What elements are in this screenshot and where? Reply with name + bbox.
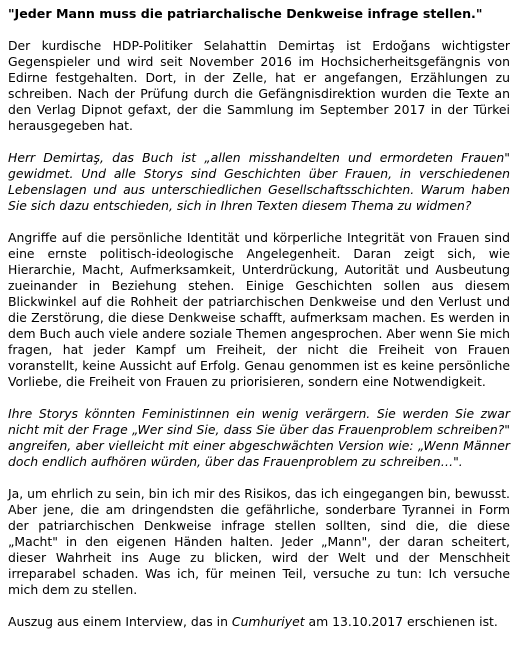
interview-question-2: Ihre Storys könnten Feministinnen ein wenig verärgern. Sie werden Sie zwar nicht mit der Frage „Wer sind Sie, dass Sie über das Frauenproblem schreiben?" angreifen, aber vielleicht mit einer abgeschwächten Version wie: „Wenn Männer doch endlich aufhören würden, über das Frauenproblem zu schreiben…". — [8, 406, 510, 469]
source-publication-name: Cumhuriyet — [231, 614, 305, 629]
intro-paragraph: Der kurdische HDP-Politiker Selahattin Demirtaş ist Erdoğans wichtigster Gegenspieler und wird seit November 2016 im Hochsicherheitsgefängnis von Edirne festgehalten. Dort, in der Zelle, hat er angefangen, Erzählungen zu schreiben. Nach der Prüfung durch die Gefängnisdirektion wurden die Texte an den Verlag Dipnot gefaxt, der die Sammlung im September 2017 in der Türkei herausgegeben hat. — [8, 38, 510, 133]
document-title: "Jeder Mann muss die patriarchalische Denkweise infrage stellen." — [8, 6, 483, 21]
interview-answer-2: Ja, um ehrlich zu sein, bin ich mir des Risikos, das ich eingegangen bin, bewusst. Aber jene, die am dringendsten die gefährliche, sonderbare Tyrannei in Form der patriarchischen Denkweise infrage stellen sollten, sind die, die diese „Macht" in den eigenen Händen halten. Jeder „Mann", der daran scheitert, dieser Wahrheit ins Auge zu blicken, wird der Welt und der Menschheit irreparabel schaden. Was ich, für meinen Teil, versuche zu tun: Ich versuche mich dem zu stellen. — [8, 486, 510, 597]
source-note-suffix: am 13.10.2017 erschienen ist. — [304, 614, 498, 629]
interview-answer-1: Angriffe auf die persönliche Identität und körperliche Integrität von Frauen sind eine ernste politisch-ideologische Angelegenheit. Daran zeigt sich, wie Hierarchie, Macht, Aufmerksamkeit, Unterdrückung, Autorität und Ausbeutung zueinander in Beziehung stehen. Einige Geschichten sollen aus diesem Blickwinkel auf die Rohheit der patriarchischen Denkweise und den Verlust und die Zerstörung, die diese Denkweise schafft, aufmerksam machen. Es werden in dem Buch auch viele andere soziale Themen angesprochen. Aber wenn Sie mich fragen, hat jeder Kampf um Freiheit, der nicht die Freiheit von Frauen voranstellt, keine Aussicht auf Erfolg. Genau genommen ist es keine persönliche Vorliebe, die Freiheit von Frauen zu priorisieren, sondern eine Notwendigkeit. — [8, 230, 510, 389]
source-note-prefix: Auszug aus einem Interview, das in — [8, 614, 232, 629]
source-note — [8, 614, 510, 630]
interview-question-1: Herr Demirtaş, das Buch ist „allen misshandelten und ermordeten Frauen" gewidmet. Und alle Storys sind Geschichten über Frauen, in verschiedenen Lebenslagen und aus unterschiedlichen Gesellschaftsschichten. Warum haben Sie sich dazu entschieden, sich in Ihren Texten diesem Thema zu widmen? — [8, 150, 510, 213]
